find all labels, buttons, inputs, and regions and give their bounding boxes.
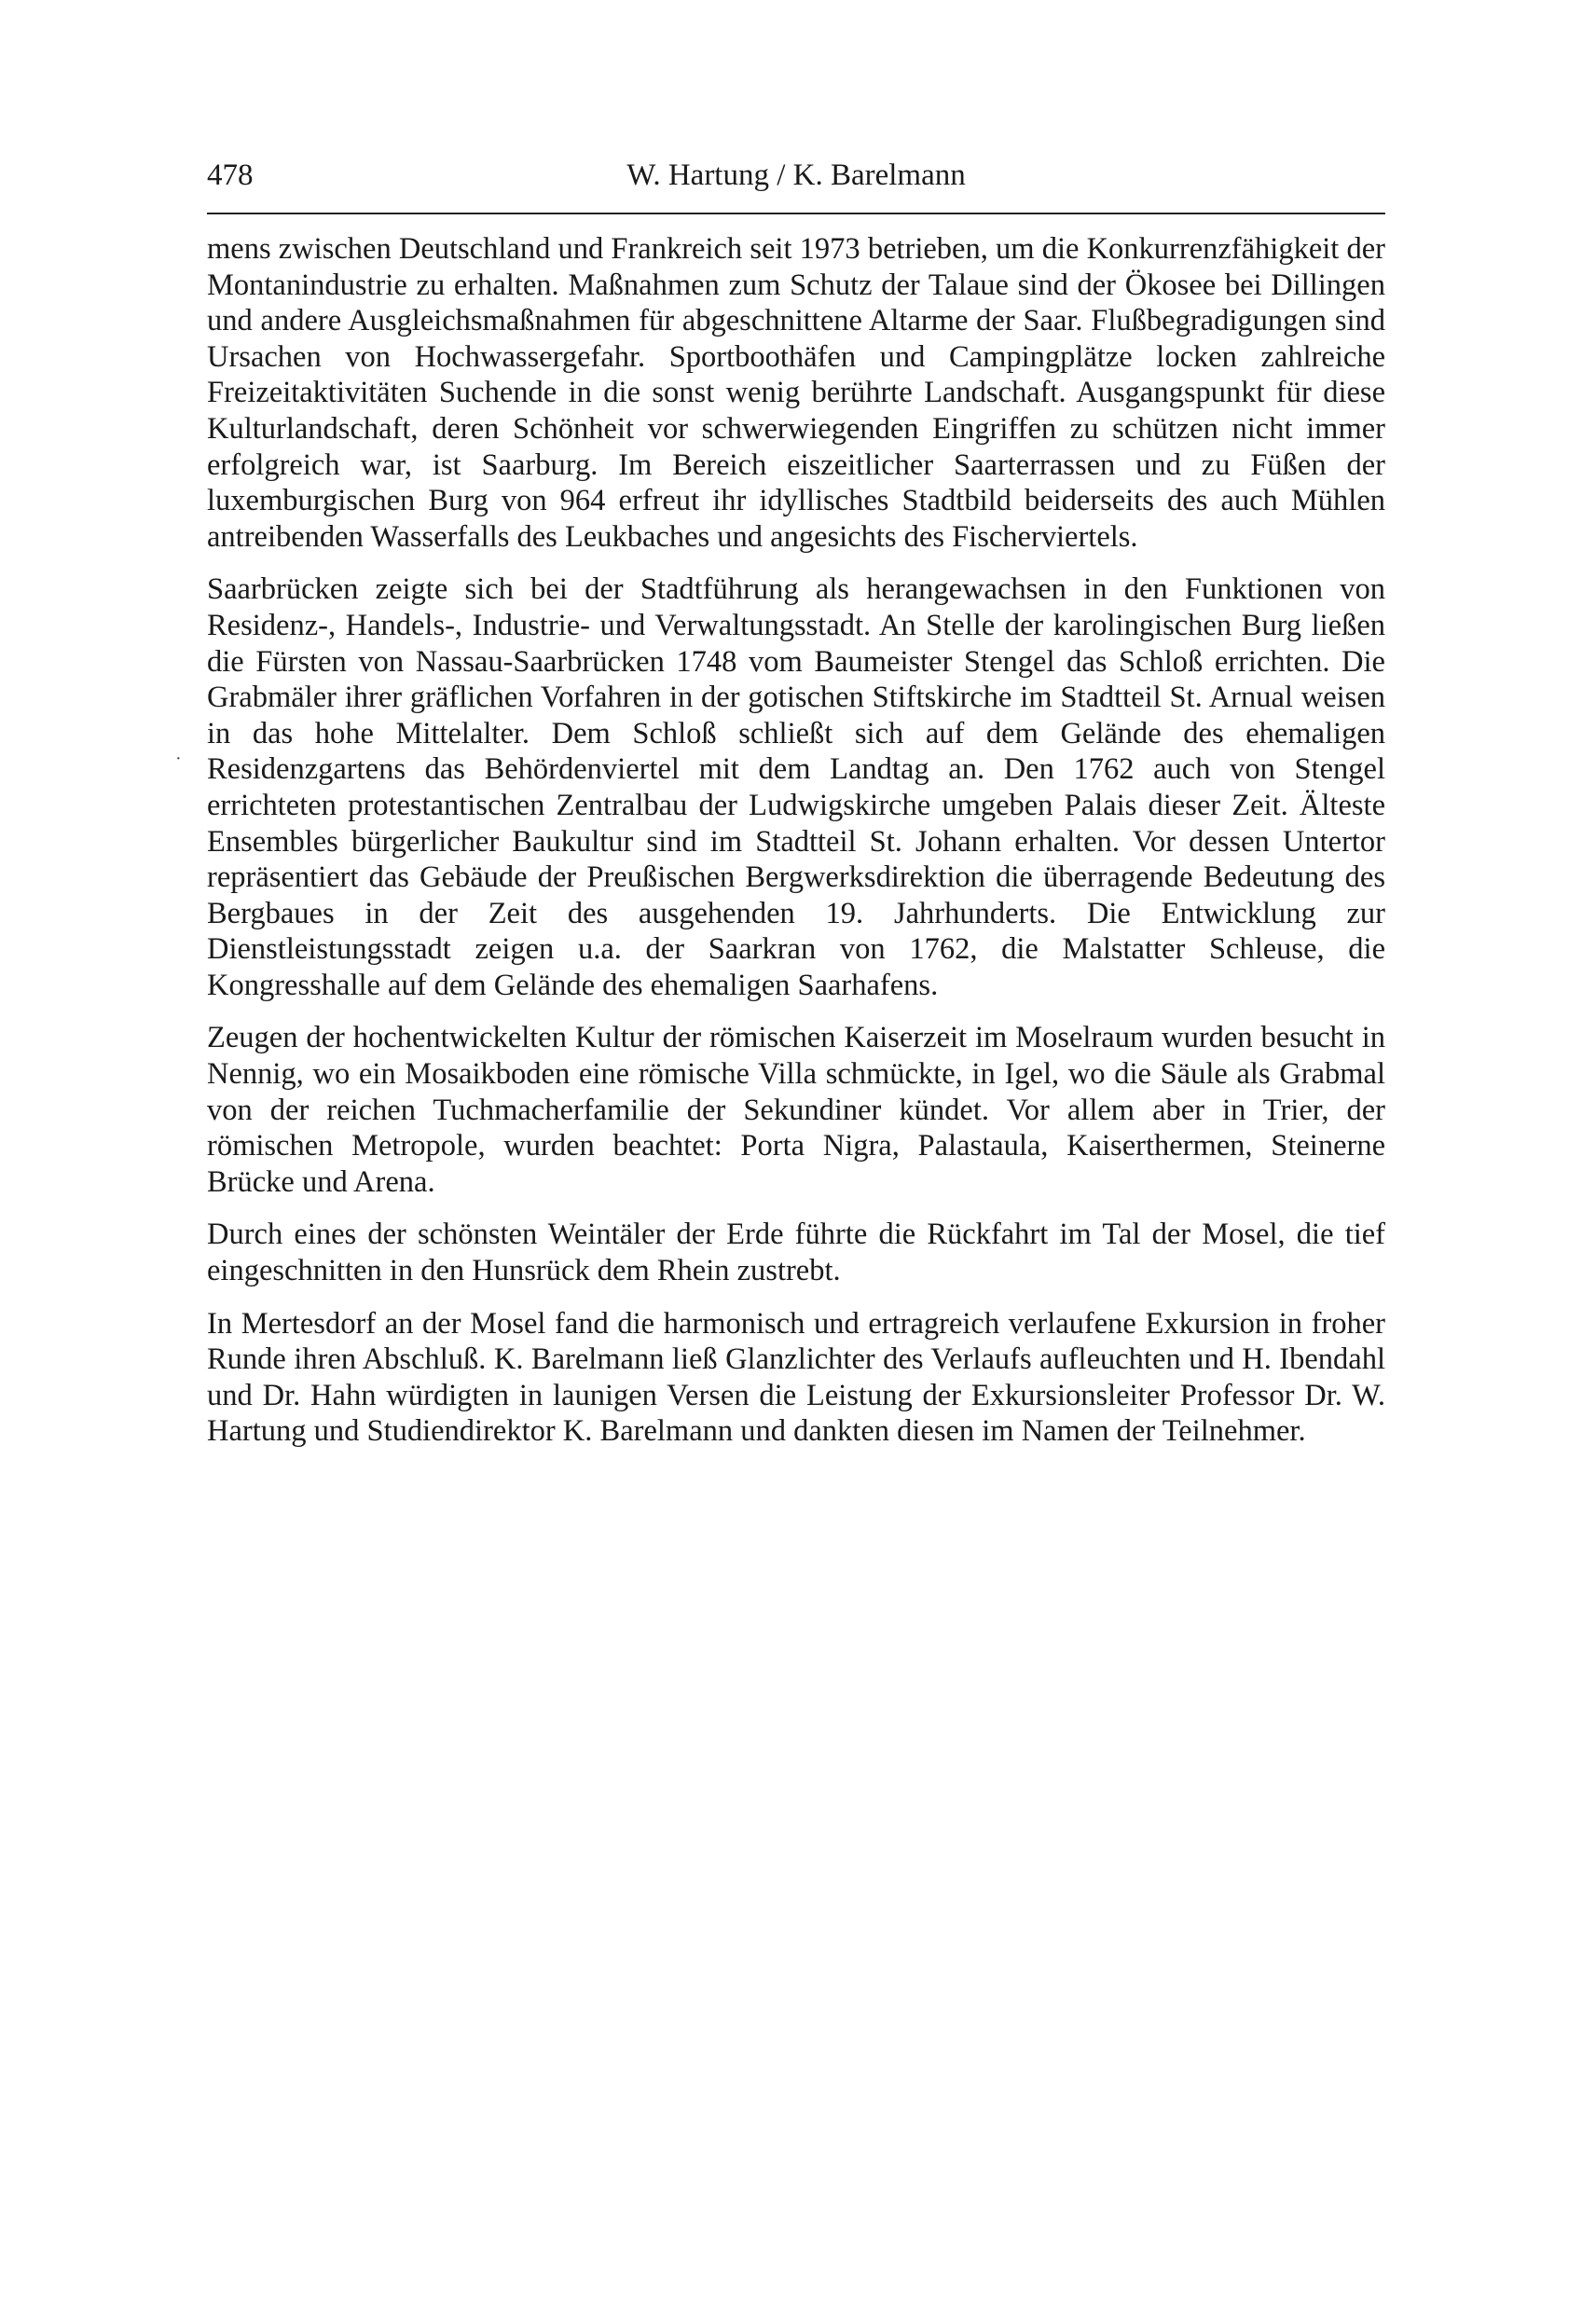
paragraph-roman-culture: Zeugen der hochentwickelten Kultur der römischen Kaiserzeit im Moselraum wurden besucht in Nennig, wo ein Mosaikboden eine römische Villa schmückte, in Igel, wo die Säule als Grabmal von der reichen Tuchmacherfamilie der Sekundiner kündet. Vor allem aber in Trier, der römischen Metropole, wurden beachtet: Porta Nigra, Palastaula, Kaiserthermen, Steinerne Brücke und Arena. <box>207 1021 1385 1199</box>
running-head <box>207 149 1385 201</box>
running-title: W. Hartung / K. Barelmann <box>626 158 966 192</box>
paragraph-saarburg: mens zwischen Deutschland und Frankreich seit 1973 betrieben, um die Konkurrenzfähigkeit der Montanindustrie zu erhalten. Maßnahmen zum Schutz der Talaue sind der Ökosee bei Dillingen und andere Ausgleichsmaßnahmen für abgeschnittene Altarme der Saar. Flußbegradigungen sind Ursachen von Hochwassergefahr. Sportboothäfen und Campingplätze locken zahlreiche Freizeitaktivitäten Suchende in die sonst wenig berührte Landschaft. Ausgangspunkt für diese Kulturlandschaft, deren Schönheit vor schwerwiegenden Eingriffen zu schützen nicht immer erfolgreich war, ist Saarburg. Im Bereich eiszeitlicher Saarterrassen und zu Füßen der luxemburgischen Burg von 964 erfreut ihr idyllisches Stadtbild beiderseits des auch Mühlen antreibenden Wasserfalls des Leukbaches und angesichts des Fischerviertels. <box>207 232 1385 554</box>
paragraph-closing: In Mertesdorf an der Mosel fand die harmonisch und ertragreich verlaufene Exkursion in froher Runde ihren Abschluß. K. Barelmann ließ Glanzlichter des Verlaufs aufleuchten und H. Ibendahl und Dr. Hahn würdigten in launigen Versen die Leistung der Exkursionsleiter Professor Dr. W. Hartung und Studiendirektor K. Barelmann und dankten diesen im Namen der Teilnehmer. <box>207 1306 1385 1449</box>
header-rule <box>207 213 1385 214</box>
page <box>175 149 1385 1466</box>
margin-mark: · <box>175 749 182 769</box>
paragraph-moselle-return: Durch eines der schönsten Weintäler der Erde führte die Rückfahrt im Tal der Mosel, die tief eingeschnitten in den Hunsrück dem Rhein zustrebt. <box>207 1218 1385 1288</box>
body-text <box>175 231 1385 1450</box>
page-number: 478 <box>207 158 254 192</box>
paragraph-saarbruecken: Saarbrücken zeigte sich bei der Stadtführung als herangewachsen in den Funktionen von Residenz-, Handels-, Industrie- und Verwaltungsstadt. An Stelle der karolingischen Burg ließen die Fürsten von Nassau-Saarbrücken 1748 vom Baumeister Stengel das Schloß errichten. Die Grabmäler ihrer gräflichen Vorfahren in der gotischen Stiftskirche im Stadtteil St. Arnual weisen in das hohe Mittelalter. Dem Schloß schließt sich auf dem Gelände des ehemaligen Residenzgartens das Behördenviertel mit dem Landtag an. Den 1762 auch von Stengel errichteten protestantischen Zentralbau der Ludwigskirche umgeben Palais dieser Zeit. Älteste Ensembles bürgerlicher Baukultur sind im Stadtteil St. Johann erhalten. Vor dessen Untertor repräsentiert das Gebäude der Preußischen Bergwerksdirektion die überragende Bedeutung des Bergbaues in der Zeit des ausgehenden 19. Jahrhunderts. Die Entwicklung zur Dienstleistungsstadt zeigen u.a. der Saarkran von 1762, die Malstatter Schleuse, die Kongresshalle auf dem Gelände des ehemaligen Saarhafens. <box>207 572 1385 1002</box>
